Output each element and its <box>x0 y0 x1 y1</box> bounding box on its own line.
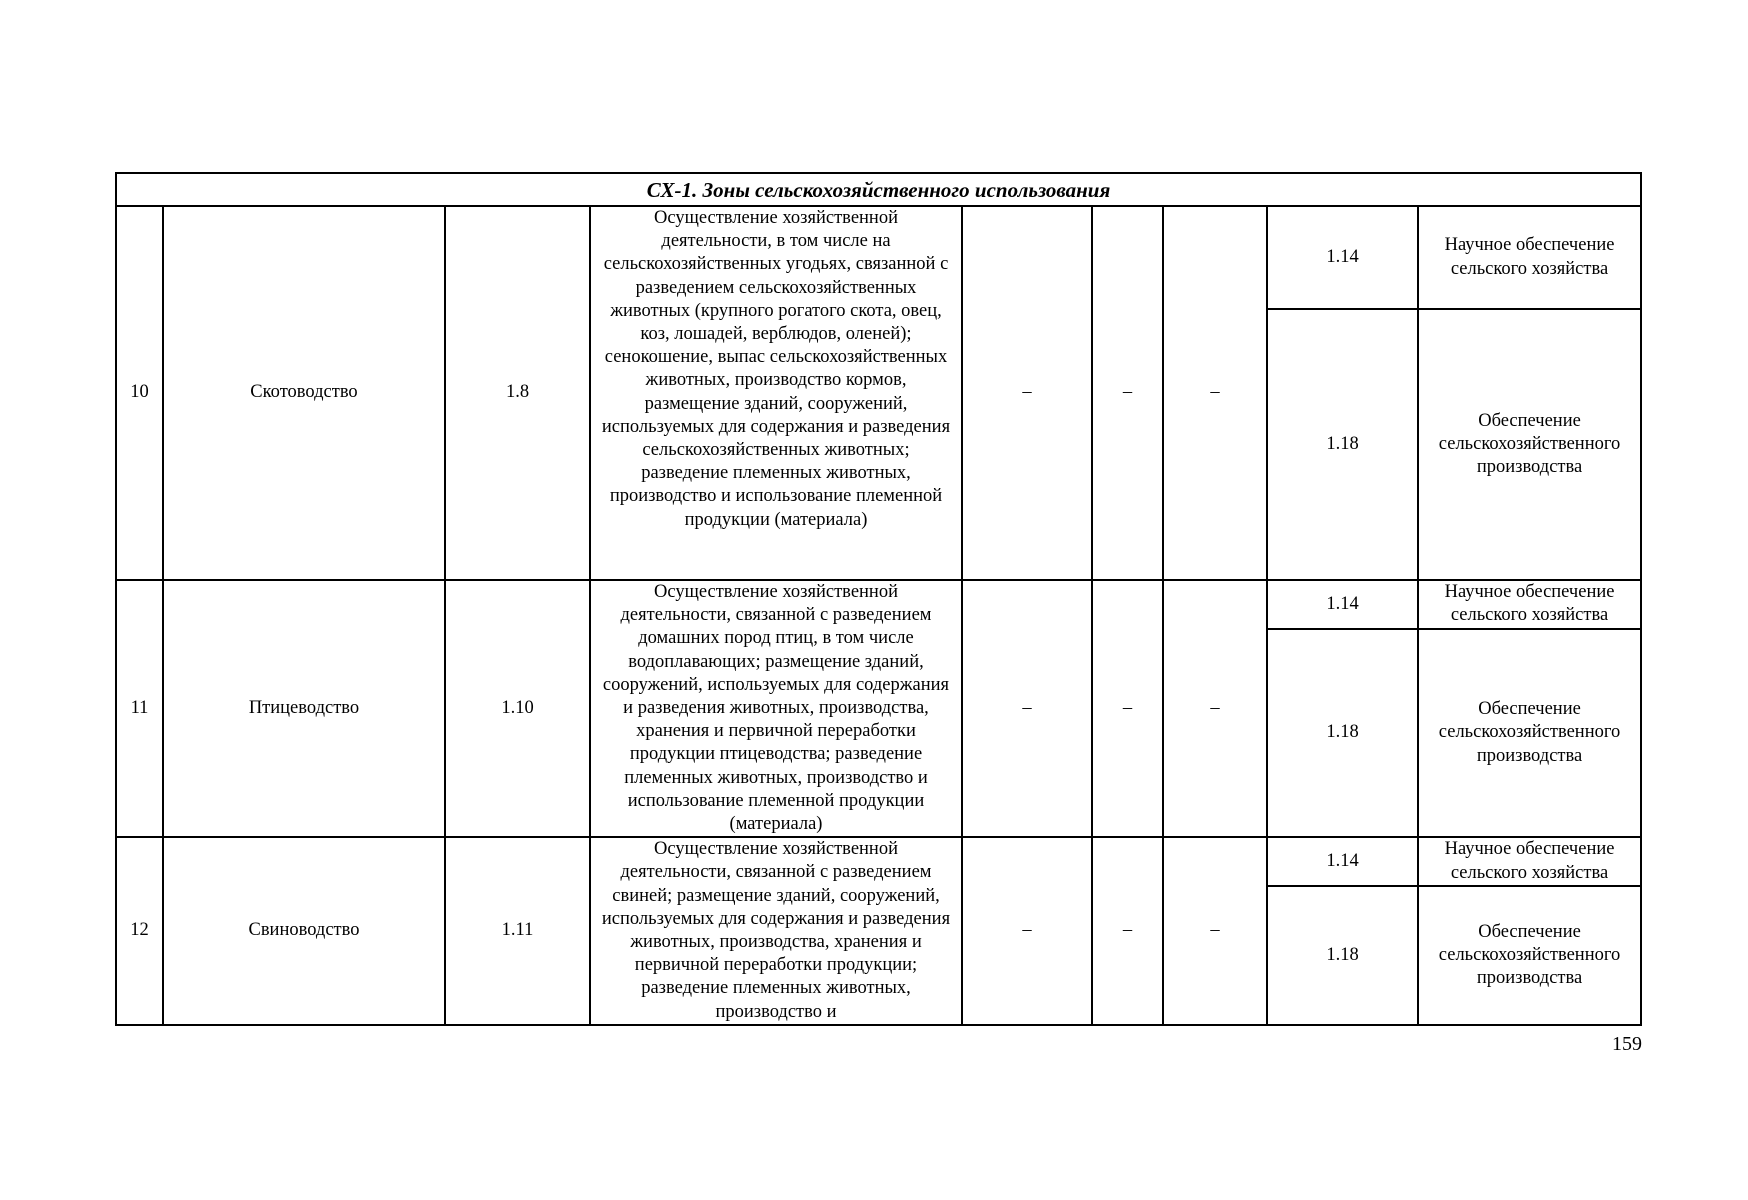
related-code: 1.18 <box>1267 886 1418 1025</box>
land-use-code: 1.8 <box>445 206 590 580</box>
related-code: 1.14 <box>1267 206 1418 309</box>
param-a-cell: – <box>962 580 1092 837</box>
param-c-cell: – <box>1163 580 1267 837</box>
description-text: Осуществление хозяйственной деятельности, связанной с разведением свиней; размещение зданий, сооружений, используемых для содержания и разведения животных, производства, хранения и первичной переработки продукции; разведение племенных животных, производство и <box>601 839 951 1022</box>
description-text: Осуществление хозяйственной деятельности, связанной с разведением домашних пород птиц, в том числе водоплавающих; размещение зданий, сооружений, используемых для содержания и разведения животных, производства, хранения и первичной переработки продукции птицеводства; разведение племенных животных, производство и использование племенной продукции (материала) <box>602 582 950 835</box>
related-name-cell <box>1418 629 1641 838</box>
zoning-table <box>115 172 1642 1026</box>
land-use-name: Скотоводство <box>163 206 445 580</box>
param-b-cell: – <box>1092 580 1163 837</box>
row-number: 12 <box>116 837 163 1025</box>
related-name-cell <box>1418 886 1641 1025</box>
related-code: 1.18 <box>1267 309 1418 580</box>
param-c-cell: – <box>1163 837 1267 1025</box>
row-number: 10 <box>116 206 163 580</box>
row-number: 11 <box>116 580 163 837</box>
land-use-name: Птицеводство <box>163 580 445 837</box>
table-row <box>116 837 1641 886</box>
table-row <box>116 580 1641 629</box>
related-name: Обеспечение сельскохозяйственного производства <box>1438 410 1621 478</box>
land-use-code: 1.10 <box>445 580 590 837</box>
table-title: СХ-1. Зоны сельскохозяйственного использования <box>116 173 1641 206</box>
page-number: 159 <box>1612 1033 1642 1055</box>
related-name: Обеспечение сельскохозяйственного производства <box>1438 699 1621 766</box>
related-name: Обеспечение сельскохозяйственного производства <box>1438 921 1621 988</box>
related-name: Научное обеспечение сельского хозяйства <box>1444 839 1615 883</box>
related-name-cell <box>1418 837 1641 886</box>
related-name-cell <box>1418 309 1641 580</box>
param-a-cell: – <box>962 206 1092 580</box>
param-b-cell: – <box>1092 206 1163 580</box>
land-use-code: 1.11 <box>445 837 590 1025</box>
table-title-row <box>116 173 1641 206</box>
related-name: Научное обеспечение сельского хозяйства <box>1444 235 1615 279</box>
param-c-cell: – <box>1163 206 1267 580</box>
related-name-cell <box>1418 206 1641 309</box>
param-a-cell: – <box>962 837 1092 1025</box>
related-name-cell <box>1418 580 1641 629</box>
related-code: 1.14 <box>1267 580 1418 629</box>
description-text: Осуществление хозяйственной деятельности, в том числе на сельскохозяйственных угодьях, связанной с разведением сельскохозяйственных животных (крупного рогатого скота, овец, коз, лошадей, верблюдов, оленей); сенокошение, выпас сельскохозяйственных животных, производство кормов, размещение зданий, сооружений, используемых для содержания и разведения сельскохозяйственных животных; разведение племенных животных, производство и использование племенной продукции (материала) <box>601 208 951 530</box>
related-code: 1.18 <box>1267 629 1418 838</box>
land-use-name: Свиноводство <box>163 837 445 1025</box>
table-row <box>116 206 1641 309</box>
land-use-description <box>590 206 962 580</box>
land-use-description <box>590 580 962 837</box>
related-code: 1.14 <box>1267 837 1418 886</box>
param-b-cell: – <box>1092 837 1163 1025</box>
related-name: Научное обеспечение сельского хозяйства <box>1444 582 1615 626</box>
land-use-description <box>590 837 962 1025</box>
